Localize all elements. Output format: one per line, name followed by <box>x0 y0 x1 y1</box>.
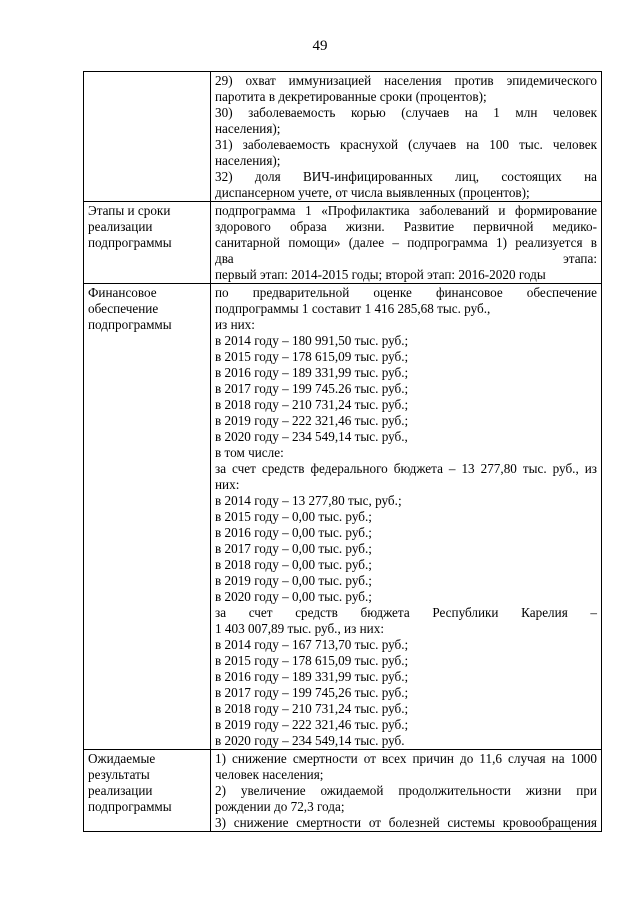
content-line: 1) снижение смертности от всех причин до 11,6 случая на 1000 <box>215 751 597 766</box>
content-line: населения); <box>215 153 281 168</box>
content-line: здорового образа жизни. Развитие первичной медико- <box>215 219 597 234</box>
content-line: в 2019 году – 0,00 тыс. руб.; <box>215 573 372 588</box>
content-line: в 2019 году – 222 321,46 тыс. руб.; <box>215 413 409 428</box>
content-line: в 2017 году – 199 745,26 тыс. руб.; <box>215 685 409 700</box>
content-line: подпрограммы 1 составит 1 416 285,68 тыс. руб., <box>215 301 491 316</box>
content-line: за счет средств федерального бюджета – 13 277,80 тыс. руб., из <box>215 461 597 476</box>
content-line: в 2017 году – 0,00 тыс. руб.; <box>215 541 372 556</box>
content-line: в 2018 году – 0,00 тыс. руб.; <box>215 557 372 572</box>
content-line: них: <box>215 477 240 492</box>
content-line: в 2018 году – 210 731,24 тыс. руб.; <box>215 701 409 716</box>
content-line: в 2020 году – 234 549,14 тыс. руб., <box>215 429 408 444</box>
row-label-line: обеспечение <box>88 301 159 316</box>
content-line: в 2015 году – 178 615,09 тыс. руб.; <box>215 349 409 364</box>
content-line: паротита в декретированные сроки (процентов); <box>215 89 487 104</box>
content-line: 3) снижение смертности от болезней системы кровообращения <box>215 815 597 830</box>
content-line: 29) охват иммунизацией населения против эпидемического <box>215 73 597 88</box>
row-label-line: результаты <box>88 767 150 782</box>
row-content-cell <box>211 72 602 202</box>
content-line: в 2016 году – 189 331,99 тыс. руб.; <box>215 365 409 380</box>
content-line: в 2016 году – 0,00 тыс. руб.; <box>215 525 372 540</box>
content-line: подпрограмма 1 «Профилактика заболеваний и формирование <box>215 203 597 218</box>
table-row <box>84 284 602 750</box>
row-label-line: подпрограммы <box>88 799 172 814</box>
content-line: в 2019 году – 222 321,46 тыс. руб.; <box>215 717 409 732</box>
content-line: санитарной помощи» (далее – подпрограмма 1) реализуется в <box>215 235 597 250</box>
passport-table <box>83 71 602 832</box>
table-row <box>84 202 602 284</box>
row-content-cell <box>211 750 602 832</box>
content-line: 32) доля ВИЧ-инфицированных лиц, состоящих на <box>215 169 597 184</box>
content-line: 31) заболеваемость краснухой (случаев на 100 тыс. человек <box>215 137 597 152</box>
row-label-cell <box>84 284 211 750</box>
row-label-line: Финансовое <box>88 285 157 300</box>
content-line: 1 403 007,89 тыс. руб., из них: <box>215 621 384 636</box>
content-line: рождении до 72,3 года; <box>215 799 345 814</box>
row-label-cell <box>84 750 211 832</box>
row-label-cell <box>84 72 211 202</box>
content-line: в 2016 году – 189 331,99 тыс. руб.; <box>215 669 409 684</box>
content-line: в 2017 году – 199 745.26 тыс. руб.; <box>215 381 409 396</box>
content-line: в 2015 году – 0,00 тыс. руб.; <box>215 509 372 524</box>
content-line: в 2020 году – 234 549,14 тыс. руб. <box>215 733 405 748</box>
table-row <box>84 750 602 832</box>
content-line: из них: <box>215 317 255 332</box>
row-label-cell <box>84 202 211 284</box>
content-line: населения); <box>215 121 281 136</box>
row-label-line: реализации <box>88 783 153 798</box>
content-line: по предварительной оценке финансовое обеспечение <box>215 285 597 300</box>
content-line: 2) увеличение ожидаемой продолжительности жизни при <box>215 783 597 798</box>
content-line: первый этап: 2014-2015 годы; второй этап: 2016-2020 годы <box>215 267 546 282</box>
row-label-line: реализации <box>88 219 153 234</box>
content-line: в том числе: <box>215 445 284 460</box>
content-line: два этапа: <box>215 251 597 266</box>
content-line: за счет средств бюджета Республики Карелия – <box>215 605 597 620</box>
row-label-line: подпрограммы <box>88 235 172 250</box>
content-line: в 2014 году – 180 991,50 тыс. руб.; <box>215 333 409 348</box>
content-line: человек населения; <box>215 767 324 782</box>
content-line: в 2014 году – 167 713,70 тыс. руб.; <box>215 637 409 652</box>
content-line: 30) заболеваемость корью (случаев на 1 млн человек <box>215 105 597 120</box>
page-number: 49 <box>312 38 328 54</box>
content-line: диспансерном учете, от числа выявленных (процентов); <box>215 185 530 200</box>
row-label-line: подпрограммы <box>88 317 172 332</box>
content-line: в 2014 году – 13 277,80 тыс, руб.; <box>215 493 402 508</box>
row-label-line: Ожидаемые <box>88 751 156 766</box>
content-line: в 2020 году – 0,00 тыс. руб.; <box>215 589 372 604</box>
row-content-cell <box>211 284 602 750</box>
table-row <box>84 72 602 202</box>
content-line: в 2015 году – 178 615,09 тыс. руб.; <box>215 653 409 668</box>
content-line: в 2018 году – 210 731,24 тыс. руб.; <box>215 397 409 412</box>
row-label-line: Этапы и сроки <box>88 203 171 218</box>
row-content-cell <box>211 202 602 284</box>
